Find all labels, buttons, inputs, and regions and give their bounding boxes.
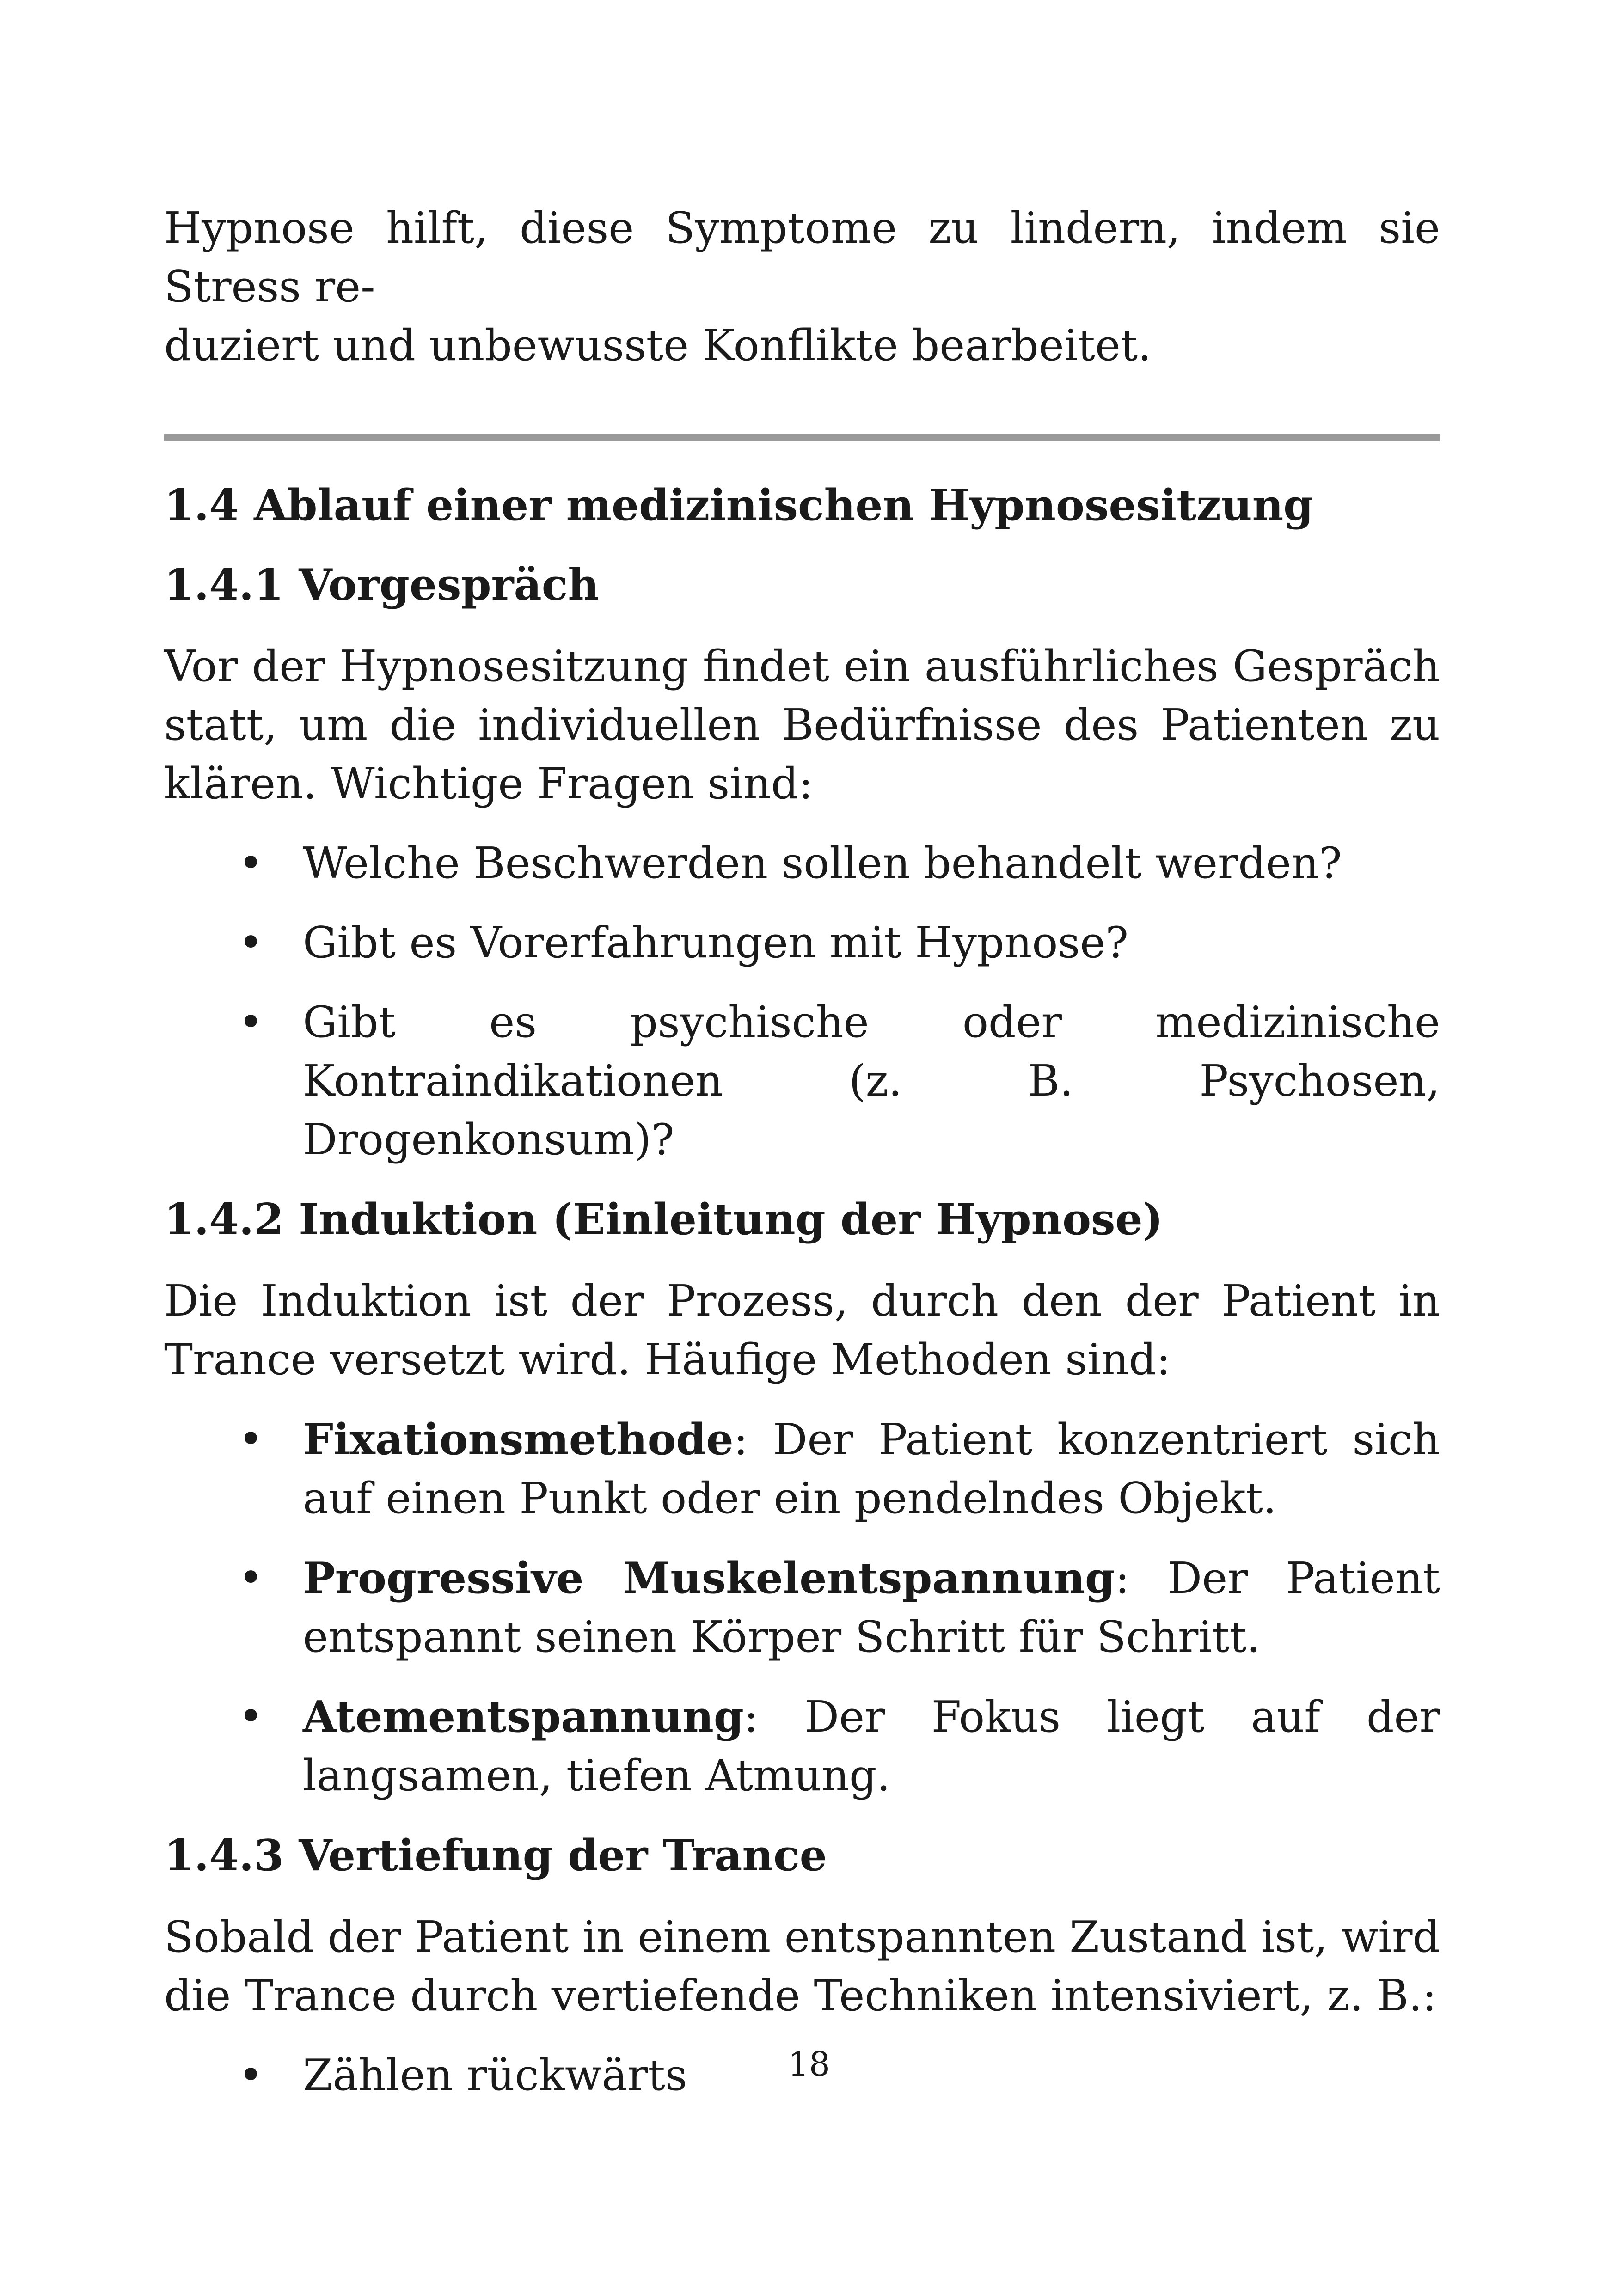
list-item — [238, 1549, 1440, 1666]
horizontal-divider — [164, 434, 1440, 441]
bullet-icon: • — [238, 838, 264, 888]
bullet-list-methoden — [164, 1410, 1440, 1805]
list-item-text: Gibt es psychische oder medizinische Kontraindikationen (z. B. Psychosen, Drogenkonsum)? — [303, 997, 1440, 1164]
bullet-icon: • — [238, 1691, 264, 1741]
list-item — [238, 1410, 1440, 1528]
list-item-term: Fixationsmethode — [303, 1414, 734, 1464]
page-number: 18 — [788, 2045, 830, 2083]
paragraph-vorgespraech: Vor der Hypnosesitzung findet ein ausführliches Gespräch statt, um die individuellen Bedürfnisse des Patienten zu klären. Wichtige Fragen sind: — [164, 641, 1440, 808]
list-item-text: : Der Patient konzentriert sich auf einen Punkt oder ein pendelndes Objekt. — [303, 1414, 1440, 1523]
intro-line — [164, 199, 1440, 375]
page-content — [164, 199, 1440, 2105]
bullet-icon: • — [238, 1553, 264, 1603]
subsection-heading-vertiefung: 1.4.3 Vertiefung der Trance — [164, 1830, 827, 1880]
subsection-heading-vorgespraech: 1.4.1 Vorgespräch — [164, 559, 599, 610]
list-item-term: Atementspannung — [303, 1691, 744, 1742]
paragraph-vertiefung: Sobald der Patient in einem entspannten Zustand ist, wird die Trance durch vertiefende Techniken intensiviert, z. B.: — [164, 1912, 1440, 2020]
paragraph-induktion: Die Induktion ist der Prozess, durch den der Patient in Trance versetzt wird. Häufige Methoden sind: — [164, 1276, 1440, 1384]
list-item — [238, 1687, 1440, 1805]
list-item-text: Zählen rückwärts — [303, 2050, 687, 2100]
list-item-text: Gibt es Vorerfahrungen mit Hypnose? — [303, 918, 1128, 967]
list-item-text: : Der Patient entspannt seinen Körper Schritt für Schritt. — [303, 1553, 1440, 1662]
intro-line-1: Hypnose hilft, diese Symptome zu lindern, indem sie Stress re- — [164, 203, 1440, 312]
list-item-text: Welche Beschwerden sollen behandelt werden? — [303, 838, 1342, 888]
list-item — [238, 993, 1440, 1169]
section-heading: 1.4 Ablauf einer medizinischen Hypnosesitzung — [164, 480, 1314, 530]
bullet-icon: • — [238, 1414, 264, 1464]
list-item — [238, 913, 1440, 972]
bullet-icon: • — [238, 2050, 264, 2100]
list-item-text: : Der Fokus liegt auf der langsamen, tiefen Atmung. — [303, 1692, 1440, 1800]
intro-line-2: duziert und unbewusste Konflikte bearbeitet. — [164, 320, 1152, 370]
bullet-icon: • — [238, 997, 264, 1047]
list-item — [238, 834, 1440, 893]
bullet-list-fragen — [164, 834, 1440, 1169]
subsection-heading-induktion: 1.4.2 Induktion (Einleitung der Hypnose) — [164, 1194, 1163, 1244]
bullet-icon: • — [238, 918, 264, 967]
list-item-term: Progressive Muskelentspannung — [303, 1553, 1115, 1603]
